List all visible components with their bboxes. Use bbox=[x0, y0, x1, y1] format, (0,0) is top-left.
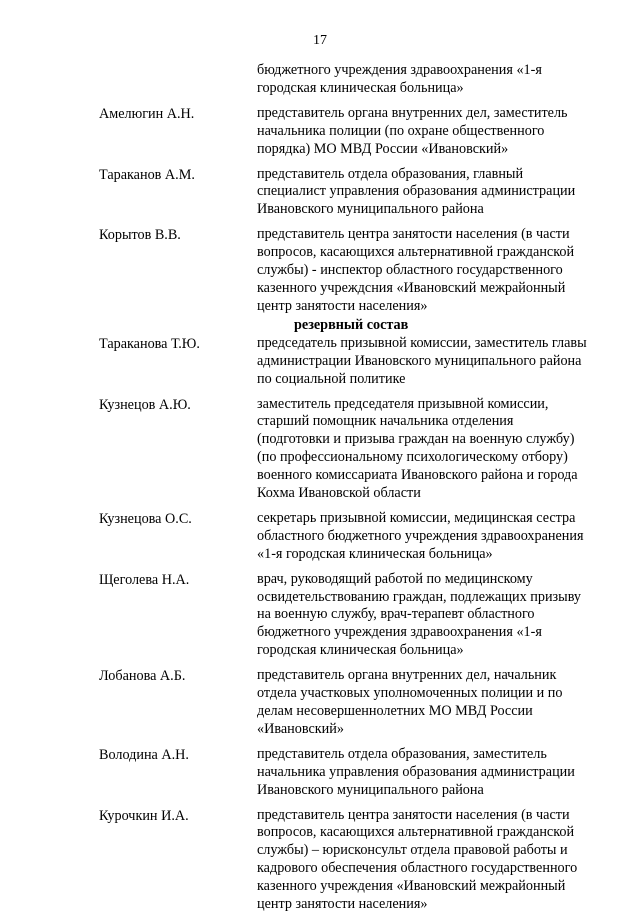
description-line: по социальной политике bbox=[257, 370, 406, 387]
description-line: «1-я городская клиническая больница» bbox=[257, 545, 493, 562]
member-name: Тараканов А.М. bbox=[99, 166, 195, 183]
description-line: областного бюджетного учреждения здравоохранения bbox=[257, 527, 584, 544]
member-row bbox=[0, 667, 640, 739]
member-name: Корытов В.В. bbox=[99, 227, 181, 244]
description-line: Ивановского муниципального района bbox=[257, 781, 484, 798]
description-line: вопросов, касающихся альтернативной гражданской bbox=[257, 824, 575, 841]
description-line: отдела участковых уполномоченных полиции и по bbox=[257, 685, 563, 702]
description-line: (по профессиональному психологическому отбору) bbox=[257, 449, 568, 466]
member-description bbox=[257, 807, 611, 914]
member-name: Щеголева Н.А. bbox=[99, 571, 190, 588]
member-description bbox=[257, 226, 611, 316]
description-line: городская клиническая больница» bbox=[257, 79, 464, 96]
member-description bbox=[257, 105, 611, 159]
member-name: Курочкин И.А. bbox=[99, 807, 189, 824]
description-line: начальника полиции (по охране общественного bbox=[257, 122, 545, 139]
member-description bbox=[257, 667, 611, 739]
member-name: Володина А.Н. bbox=[99, 746, 189, 763]
member-description bbox=[257, 335, 611, 389]
description-line: на военную службу, врач-терапевт областного bbox=[257, 606, 535, 623]
member-description bbox=[257, 510, 611, 564]
reserve-members-list bbox=[0, 335, 640, 914]
member-row bbox=[0, 807, 640, 914]
description-line: представитель центра занятости населения (в части bbox=[257, 806, 570, 823]
member-row bbox=[0, 335, 640, 389]
description-line: представитель органа внутренних дел, заместитель bbox=[257, 104, 568, 121]
member-description bbox=[257, 166, 611, 220]
description-line: врач, руководящий работой по медицинскому bbox=[257, 570, 533, 587]
description-line: представитель центра занятости населения (в части bbox=[257, 226, 570, 243]
description-line: Кохма Ивановской области bbox=[257, 485, 421, 502]
description-line: казенного учреждсния «Ивановский межрайонный bbox=[257, 279, 566, 296]
description-line: секретарь призывной комиссии, медицинская сестра bbox=[257, 509, 576, 526]
main-members-list bbox=[0, 62, 640, 316]
description-line: администрации Ивановского муниципального района bbox=[257, 352, 582, 369]
description-line: порядка) МО МВД России «Ивановский» bbox=[257, 140, 509, 157]
member-row bbox=[0, 226, 640, 316]
member-row bbox=[0, 571, 640, 661]
commission-list bbox=[0, 62, 640, 914]
description-line: представитель органа внутренних дел, начальник bbox=[257, 667, 557, 684]
description-line: представитель отдела образования, главный bbox=[257, 165, 524, 182]
description-line: бюджетного учреждения здравоохранения «1-я bbox=[257, 624, 542, 641]
description-line: казенного учреждения «Ивановский межрайонный bbox=[257, 878, 566, 895]
description-line: «Ивановский» bbox=[257, 720, 344, 737]
member-description bbox=[257, 746, 611, 800]
member-description bbox=[257, 396, 611, 503]
description-line: председатель призывной комиссии, заместитель главы bbox=[257, 334, 587, 351]
description-line: бюджетного учреждения здравоохранения «1-я bbox=[257, 62, 542, 78]
member-row bbox=[0, 396, 640, 503]
description-line: (подготовки и призыва граждан на военную службу) bbox=[257, 431, 575, 448]
description-line: службы) - инспектор областного государственного bbox=[257, 262, 563, 279]
description-line: центр занятости населения» bbox=[257, 297, 428, 314]
member-name: Кузнецов А.Ю. bbox=[99, 396, 191, 413]
description-line: освидетельствованию граждан, подлежащих призыву bbox=[257, 588, 581, 605]
description-line: вопросов, касающихся альтернативной гражданской bbox=[257, 244, 575, 261]
description-line: кадрового обеспечения областного государственного bbox=[257, 860, 578, 877]
description-line: представитель отдела образования, заместитель bbox=[257, 745, 547, 762]
member-row bbox=[0, 746, 640, 800]
description-line: специалист управления образования администрации bbox=[257, 183, 576, 200]
description-line: начальника управления образования администрации bbox=[257, 763, 575, 780]
description-line: заместитель председателя призывной комиссии, bbox=[257, 395, 549, 412]
member-name: Кузнецова О.С. bbox=[99, 510, 192, 527]
description-line: военного комиссариата Ивановского района и города bbox=[257, 467, 578, 484]
description-line: городская клиническая больница» bbox=[257, 642, 464, 659]
member-name: Амелюгин А.Н. bbox=[99, 105, 195, 122]
description-line: центр занятости населения» bbox=[257, 896, 428, 913]
member-name: Тараканова Т.Ю. bbox=[99, 335, 200, 352]
member-row bbox=[0, 62, 640, 98]
member-row bbox=[0, 510, 640, 564]
description-line: службы) – юрисконсульт отдела правовой работы и bbox=[257, 842, 568, 859]
member-row bbox=[0, 105, 640, 159]
description-line: старший помощник начальника отделения bbox=[257, 413, 514, 430]
reserve-heading: резервный состав bbox=[294, 316, 409, 333]
description-line: Ивановского муниципального района bbox=[257, 201, 484, 218]
description-line: делам несовершеннолетних МО МВД России bbox=[257, 703, 533, 719]
page-number: 17 bbox=[313, 33, 327, 48]
member-row bbox=[0, 166, 640, 220]
member-description bbox=[257, 62, 611, 98]
member-name: Лобанова А.Б. bbox=[99, 668, 186, 685]
member-description bbox=[257, 571, 611, 661]
